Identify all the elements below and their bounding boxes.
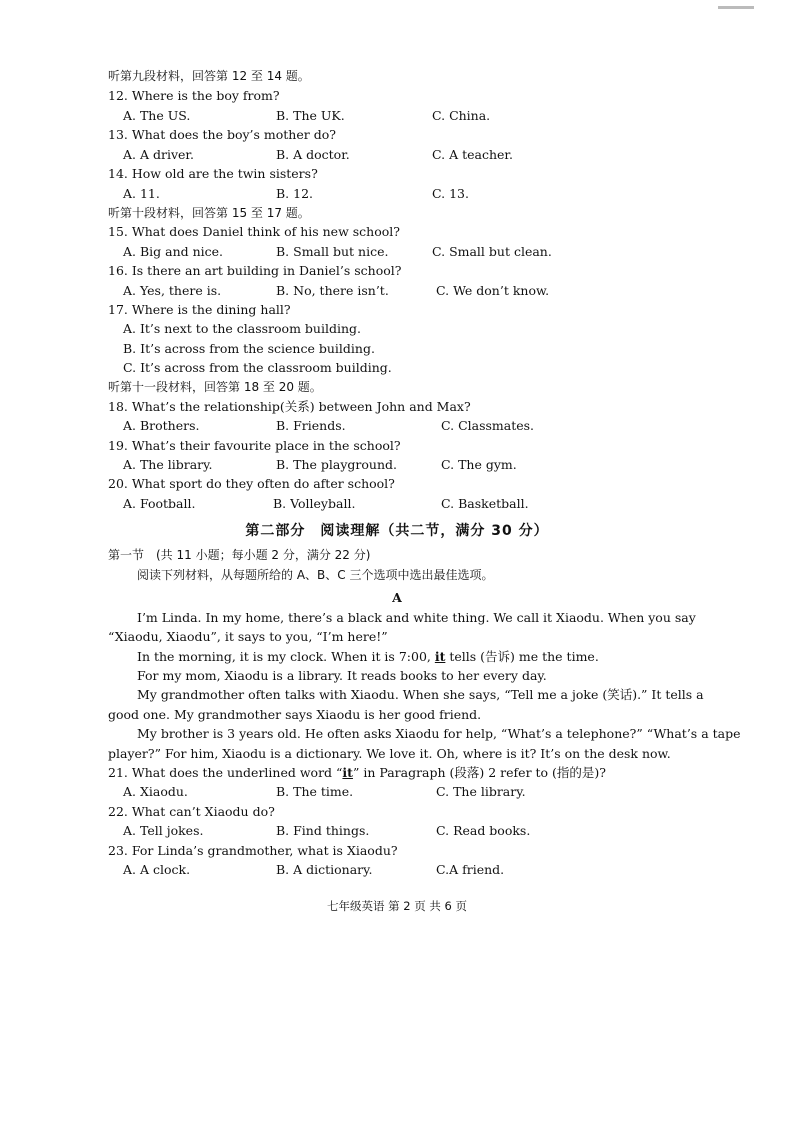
q14-option-b: B. 12. bbox=[276, 186, 314, 201]
q22-option-b: B. Find things. bbox=[276, 823, 370, 838]
q22-option-c: C. Read books. bbox=[436, 823, 531, 838]
q15-option-c: C. Small but clean. bbox=[432, 244, 552, 259]
question-12: 12. Where is the boy from? bbox=[108, 88, 280, 103]
question-22: 22. What can’t Xiaodu do? bbox=[108, 804, 275, 819]
question-17: 17. Where is the dining hall? bbox=[108, 302, 291, 317]
q17-option-c: C. It’s across from the classroom building. bbox=[123, 360, 392, 375]
q19-option-c: C. The gym. bbox=[441, 457, 517, 472]
q23-option-b: B. A dictionary. bbox=[276, 862, 373, 877]
q23-option-a: A. A clock. bbox=[123, 862, 191, 877]
q18-option-a: A. Brothers. bbox=[123, 418, 200, 433]
q16-option-c: C. We don’t know. bbox=[436, 283, 550, 298]
q16-option-b: B. No, there isn’t. bbox=[276, 283, 389, 298]
q17-option-b: B. It’s across from the science building. bbox=[123, 341, 375, 356]
section-header-11: 听第十一段材料，回答第 18 至 20 题。 bbox=[108, 380, 322, 394]
question-13: 13. What does the boy’s mother do? bbox=[108, 127, 336, 142]
instruction: 阅读下列材料，从每题所给的 A、B、C 三个选项中选出最佳选项。 bbox=[137, 568, 494, 582]
q21-option-b: B. The time. bbox=[276, 784, 354, 799]
q19-option-a: A. The library. bbox=[123, 457, 213, 472]
question-21 bbox=[108, 765, 606, 781]
q21-post: ” in Paragraph (段落) 2 refer to (指的是)? bbox=[352, 765, 606, 780]
part-title: 第二部分 阅读理解（共二节，满分 30 分） bbox=[245, 523, 549, 539]
scan-mark bbox=[718, 6, 754, 9]
q14-option-a: A. 11. bbox=[123, 186, 160, 201]
q21-option-c: C. The library. bbox=[436, 784, 526, 799]
passage-p2-post: tells (告诉) me the time. bbox=[445, 649, 599, 664]
question-23: 23. For Linda’s grandmother, what is Xiaodu? bbox=[108, 843, 398, 858]
passage-p2 bbox=[137, 649, 599, 665]
passage-p4-line1: My grandmother often talks with Xiaodu. When she says, “Tell me a joke (笑话).” It tells a bbox=[137, 687, 704, 702]
q19-option-b: B. The playground. bbox=[276, 457, 397, 472]
q20-option-a: A. Football. bbox=[123, 496, 196, 511]
q23-option-c: C.A friend. bbox=[436, 862, 505, 877]
question-19: 19. What’s their favourite place in the school? bbox=[108, 438, 401, 453]
q21-pre: 21. What does the underlined word “ bbox=[108, 765, 343, 780]
question-14: 14. How old are the twin sisters? bbox=[108, 166, 318, 181]
q12-option-b: B. The UK. bbox=[276, 108, 345, 123]
section-header-10: 听第十段材料，回答第 15 至 17 题。 bbox=[108, 206, 310, 220]
q13-option-a: A. A driver. bbox=[123, 147, 194, 162]
question-20: 20. What sport do they often do after school? bbox=[108, 476, 395, 491]
q18-option-c: C. Classmates. bbox=[441, 418, 535, 433]
section-header-9: 听第九段材料，回答第 12 至 14 题。 bbox=[108, 69, 310, 83]
q17-option-a: A. It’s next to the classroom building. bbox=[123, 321, 361, 336]
q14-option-c: C. 13. bbox=[432, 186, 469, 201]
question-16: 16. Is there an art building in Daniel’s school? bbox=[108, 263, 402, 278]
q13-option-c: C. A teacher. bbox=[432, 147, 513, 162]
q15-option-a: A. Big and nice. bbox=[123, 244, 224, 259]
section-1-header: 第一节 (共 11 小题；每小题 2 分，满分 22 分) bbox=[108, 548, 371, 562]
passage-p1-line1: I’m Linda. In my home, there’s a black and white thing. We call it Xiaodu. When you say bbox=[137, 610, 696, 625]
q20-option-b: B. Volleyball. bbox=[273, 496, 356, 511]
passage-p4-line2: good one. My grandmother says Xiaodu is her good friend. bbox=[108, 707, 482, 722]
q18-option-b: B. Friends. bbox=[276, 418, 346, 433]
q12-option-a: A. The US. bbox=[123, 108, 191, 123]
q13-option-b: B. A doctor. bbox=[276, 147, 350, 162]
passage-p2-pre: In the morning, it is my clock. When it is 7:00, bbox=[137, 649, 435, 664]
q20-option-c: C. Basketball. bbox=[441, 496, 529, 511]
passage-p1-line2: “Xiaodu, Xiaodu”, it says to you, “I’m here!” bbox=[108, 629, 388, 644]
passage-p5-line2: player?” For him, Xiaodu is a dictionary. We love it. Oh, where is it? It’s on the desk now. bbox=[108, 746, 671, 761]
question-15: 15. What does Daniel think of his new school? bbox=[108, 224, 400, 239]
q22-option-a: A. Tell jokes. bbox=[123, 823, 204, 838]
passage-p5-line1: My brother is 3 years old. He often asks Xiaodu for help, “What’s a telephone?” “What’s a tape bbox=[137, 726, 741, 741]
passage-label: A bbox=[392, 590, 402, 605]
q21-underlined: it bbox=[342, 765, 353, 780]
question-18: 18. What’s the relationship(关系) between John and Max? bbox=[108, 399, 471, 414]
underlined-word: it bbox=[434, 649, 446, 664]
q16-option-a: A. Yes, there is. bbox=[123, 283, 222, 298]
q21-option-a: A. Xiaodu. bbox=[123, 784, 188, 799]
q12-option-c: C. China. bbox=[432, 108, 491, 123]
page-footer: 七年级英语 第 2 页 共 6 页 bbox=[326, 899, 468, 913]
q15-option-b: B. Small but nice. bbox=[276, 244, 389, 259]
passage-p3: For my mom, Xiaodu is a library. It reads books to her every day. bbox=[137, 668, 547, 683]
